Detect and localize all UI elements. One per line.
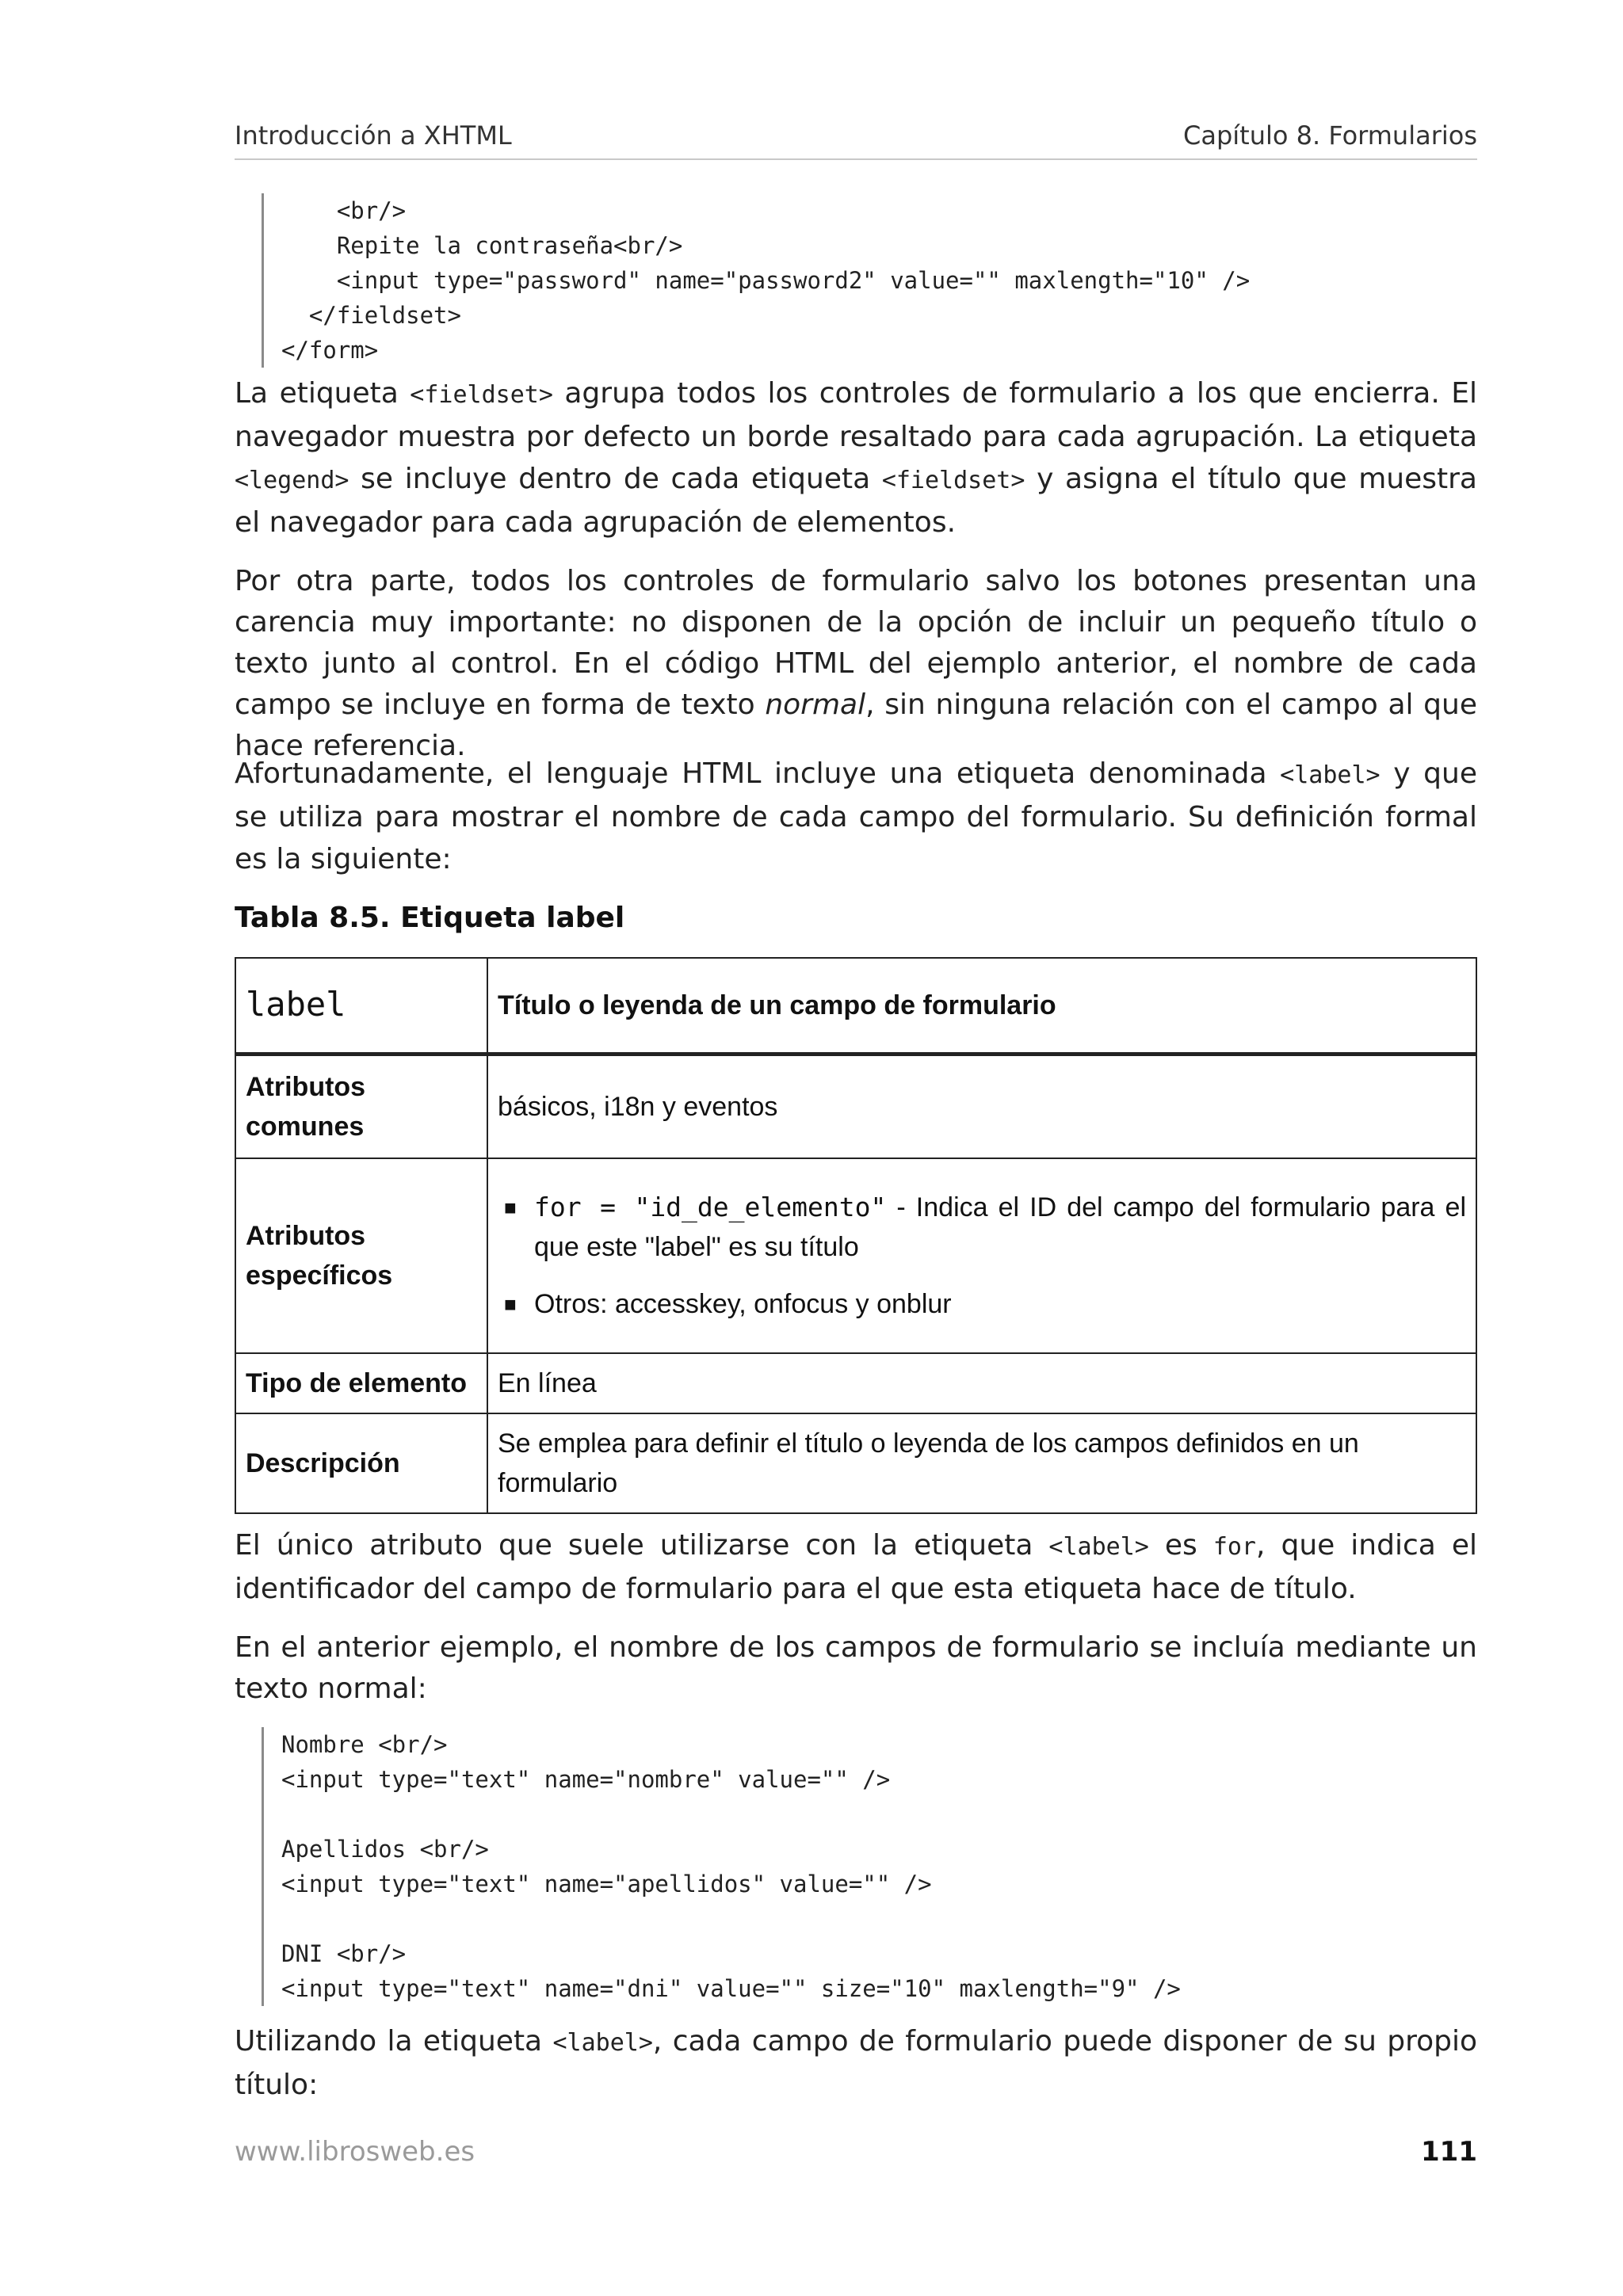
code-line: DNI <br/>	[281, 1940, 407, 1967]
code-line: <input type="password" name="password2" value="" maxlength="10" />	[281, 267, 1251, 294]
row-value-descripcion: Se emplea para definir el título o leyenda de los campos definidos en un formulario	[487, 1413, 1476, 1513]
row-label-especificos: Atributos específicos	[235, 1158, 487, 1353]
code-line: <br/>	[281, 197, 407, 224]
inline-code-label: <label>	[1048, 1533, 1149, 1561]
code-line: </form>	[281, 337, 379, 364]
inline-code-legend: <legend>	[235, 467, 349, 494]
code-block-fields	[262, 1727, 1470, 2006]
inline-code-fieldset: <fieldset>	[410, 381, 553, 409]
table-row	[235, 1353, 1476, 1413]
row-label-tipo: Tipo de elemento	[235, 1353, 487, 1413]
row-value-especificos	[487, 1158, 1476, 1353]
table-title-cell: Título o leyenda de un campo de formulario	[487, 958, 1476, 1055]
table-row	[235, 958, 1476, 1055]
header-chapter-title: Capítulo 8. Formularios	[1182, 120, 1477, 151]
row-value-tipo: En línea	[487, 1353, 1476, 1413]
paragraph-carencia: Por otra parte, todos los controles de formulario salvo los botones presentan una carencia muy importante: no disponen de la opción de incluir un pequeño título o texto junto al control. En el código HTML del ejemplo anterior, el nombre de cada campo se incluye en forma de texto normal, sin ninguna relación con el campo al que hace referencia.	[235, 565, 1477, 762]
page-header	[235, 120, 1477, 160]
table-row	[235, 1413, 1476, 1513]
code-line: <input type="text" name="dni" value="" size="10" maxlength="9" />	[281, 1975, 1181, 2002]
list-item: ■ for = "id_de_elemento" - Indica el ID del campo del formulario para el que este "label" es su título	[498, 1188, 1466, 1267]
table-tag-cell	[235, 958, 487, 1055]
code-line: Nombre <br/>	[281, 1731, 448, 1758]
paragraph-using-label: Utilizando la etiqueta <label>, cada campo de formulario puede disponer de su propio título:	[235, 2025, 1478, 2101]
code-line: <input type="text" name="apellidos" value="" />	[281, 1871, 932, 1897]
code-line	[281, 1901, 1470, 1936]
code-line: Repite la contraseña<br/>	[281, 232, 683, 259]
inline-code-fieldset: <fieldset>	[881, 467, 1025, 494]
page-number: 111	[1421, 2136, 1477, 2168]
paragraph-fieldset: La etiqueta <fieldset> agrupa todos los controles de formulario a los que encierra. El navegador muestra por defecto un borde resaltado para cada agrupación. La etiqueta <legend> se incluye dentro de cada etiqueta <fieldset> y asigna el título que muestra el navegador para cada agrupación de elementos.	[235, 377, 1477, 539]
row-label-comunes: Atributos comunes	[235, 1055, 487, 1159]
attribute-list	[498, 1188, 1466, 1324]
row-value-comunes: básicos, i18n y eventos	[487, 1055, 1476, 1159]
code-block-password	[262, 193, 1470, 368]
inline-code-label: <label>	[552, 2029, 653, 2057]
header-book-title: Introducción a XHTML	[235, 120, 512, 151]
code-line	[281, 1797, 1470, 1832]
table-row	[235, 1055, 1476, 1159]
footer-website-link[interactable]: www.librosweb.es	[235, 2136, 475, 2168]
table-caption: Tabla 8.5. Etiqueta label	[235, 902, 625, 934]
paragraph-for-attribute: El único atributo que suele utilizarse con la etiqueta <label> es for, que indica el identificador del campo de formulario para el que esta etiqueta hace de título.	[235, 1529, 1477, 1605]
inline-code-for: for	[1212, 1533, 1256, 1561]
inline-code-label: <label>	[1280, 761, 1381, 789]
paragraph-label-intro: Afortunadamente, el lenguaje HTML incluye una etiqueta denominada <label> y que se utiliza para mostrar el nombre de cada campo del formulario. Su definición formal es la siguiente:	[235, 757, 1477, 875]
list-item: ■ Otros: accesskey, onfocus y onblur	[498, 1284, 1466, 1324]
attr-for-code: for = "id_de_elemento"	[534, 1192, 887, 1222]
code-line: <input type="text" name="nombre" value="" />	[281, 1766, 891, 1793]
emphasis-normal: normal	[765, 688, 866, 721]
paragraph-previous-example: En el anterior ejemplo, el nombre de los campos de formulario se incluía mediante un texto normal:	[235, 1631, 1477, 1705]
code-line: </fieldset>	[281, 302, 461, 329]
table-row	[235, 1158, 1476, 1353]
tag-name: label	[246, 984, 346, 1024]
bullet-icon: ■	[504, 1292, 517, 1316]
row-label-descripcion: Descripción	[235, 1413, 487, 1513]
bullet-icon: ■	[504, 1196, 517, 1219]
code-line: Apellidos <br/>	[281, 1836, 489, 1863]
label-definition-table	[235, 957, 1477, 1514]
